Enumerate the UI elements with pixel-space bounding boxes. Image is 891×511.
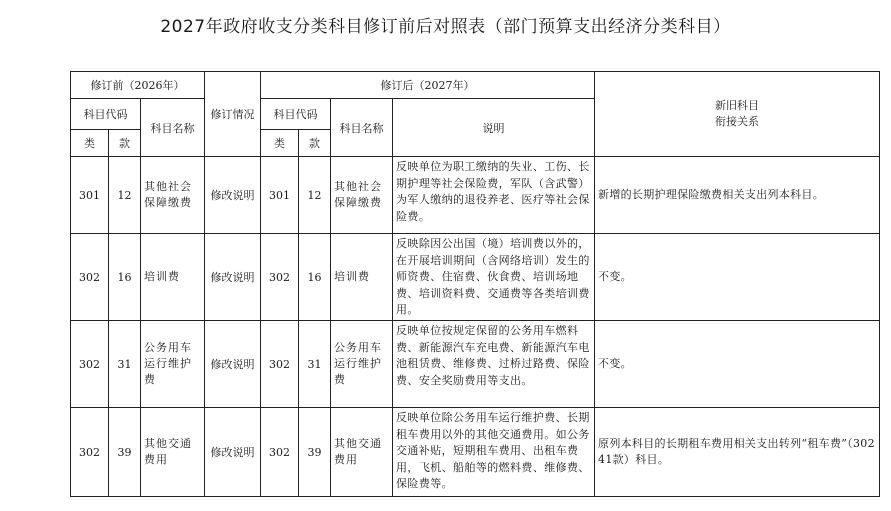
header-new-category: 类 bbox=[261, 130, 299, 157]
relation-cell: 新增的长期护理保险缴费相关支出列本科目。 bbox=[595, 157, 880, 234]
new-category-cell: 302 bbox=[261, 234, 299, 321]
new-name-cell: 培训费 bbox=[331, 234, 393, 321]
old-name-cell: 培训费 bbox=[141, 234, 205, 321]
new-item-cell: 39 bbox=[299, 408, 331, 497]
header-old-item: 款 bbox=[109, 130, 141, 157]
revision-cell: 修改说明 bbox=[205, 234, 261, 321]
revision-cell: 修改说明 bbox=[205, 157, 261, 234]
old-item-cell: 12 bbox=[109, 157, 141, 234]
header-revision: 修订情况 bbox=[205, 72, 261, 157]
header-relation bbox=[595, 72, 880, 157]
old-category-cell: 301 bbox=[71, 157, 109, 234]
description-cell: 反映单位除公务用车运行维护费、长期租车费用以外的其他交通费用。如公务交通补贴，短期租车费用、出租车费用，飞机、船舶等的燃料费、维修费、保险费等。 bbox=[393, 408, 595, 497]
old-item-cell: 16 bbox=[109, 234, 141, 321]
header-old-name: 科目名称 bbox=[141, 99, 205, 157]
old-item-cell: 31 bbox=[109, 321, 141, 408]
relation-cell: 不变。 bbox=[595, 321, 880, 408]
table-row bbox=[71, 157, 880, 234]
new-name-cell: 其他交通费用 bbox=[331, 408, 393, 497]
new-item-cell: 16 bbox=[299, 234, 331, 321]
revision-cell: 修改说明 bbox=[205, 321, 261, 408]
header-after: 修订后（2027年） bbox=[261, 72, 595, 99]
comparison-table bbox=[70, 71, 880, 497]
old-category-cell: 302 bbox=[71, 408, 109, 497]
description-cell: 反映单位为职工缴纳的失业、工伤、长期护理等社会保险费，军队（含武警）为军人缴纳的退役养老、医疗等社会保险费。 bbox=[393, 157, 595, 234]
description-cell: 反映单位按规定保留的公务用车燃料费、新能源汽车充电费、新能源汽车电池租赁费、维修费、过桥过路费、保险费、安全奖励费用等支出。 bbox=[393, 321, 595, 408]
table-row bbox=[71, 234, 880, 321]
new-item-cell: 12 bbox=[299, 157, 331, 234]
header-old-code: 科目代码 bbox=[71, 99, 141, 130]
old-item-cell: 39 bbox=[109, 408, 141, 497]
old-name-cell: 公务用车运行维护费 bbox=[141, 321, 205, 408]
new-name-cell: 其他社会保障缴费 bbox=[331, 157, 393, 234]
revision-cell: 修改说明 bbox=[205, 408, 261, 497]
table-row bbox=[71, 321, 880, 408]
new-item-cell: 31 bbox=[299, 321, 331, 408]
header-relation-line1: 新旧科目 bbox=[715, 99, 760, 112]
new-category-cell: 302 bbox=[261, 321, 299, 408]
header-relation-line2: 衔接关系 bbox=[715, 115, 760, 128]
header-row-1 bbox=[71, 72, 880, 99]
old-name-cell: 其他社会保障缴费 bbox=[141, 157, 205, 234]
header-old-category: 类 bbox=[71, 130, 109, 157]
relation-cell: 原列本科目的长期租车费用相关支出转列“租车费”（30241款）科目。 bbox=[595, 408, 880, 497]
new-name-cell: 公务用车运行维护费 bbox=[331, 321, 393, 408]
old-name-cell: 其他交通费用 bbox=[141, 408, 205, 497]
header-description: 说明 bbox=[393, 99, 595, 157]
header-new-item: 款 bbox=[299, 130, 331, 157]
new-category-cell: 302 bbox=[261, 408, 299, 497]
table-row bbox=[71, 408, 880, 497]
old-category-cell: 302 bbox=[71, 321, 109, 408]
new-category-cell: 301 bbox=[261, 157, 299, 234]
header-before: 修订前（2026年） bbox=[71, 72, 205, 99]
old-category-cell: 302 bbox=[71, 234, 109, 321]
header-new-code: 科目代码 bbox=[261, 99, 331, 130]
description-cell: 反映除因公出国（境）培训费以外的，在开展培训期间（含网络培训）发生的师资费、住宿费、伙食费、培训场地费、培训资料费、交通费等各类培训费用。 bbox=[393, 234, 595, 321]
page-title: 2027年政府收支分类科目修订前后对照表（部门预算支出经济分类科目） bbox=[160, 17, 731, 37]
header-new-name: 科目名称 bbox=[331, 99, 393, 157]
relation-cell: 不变。 bbox=[595, 234, 880, 321]
